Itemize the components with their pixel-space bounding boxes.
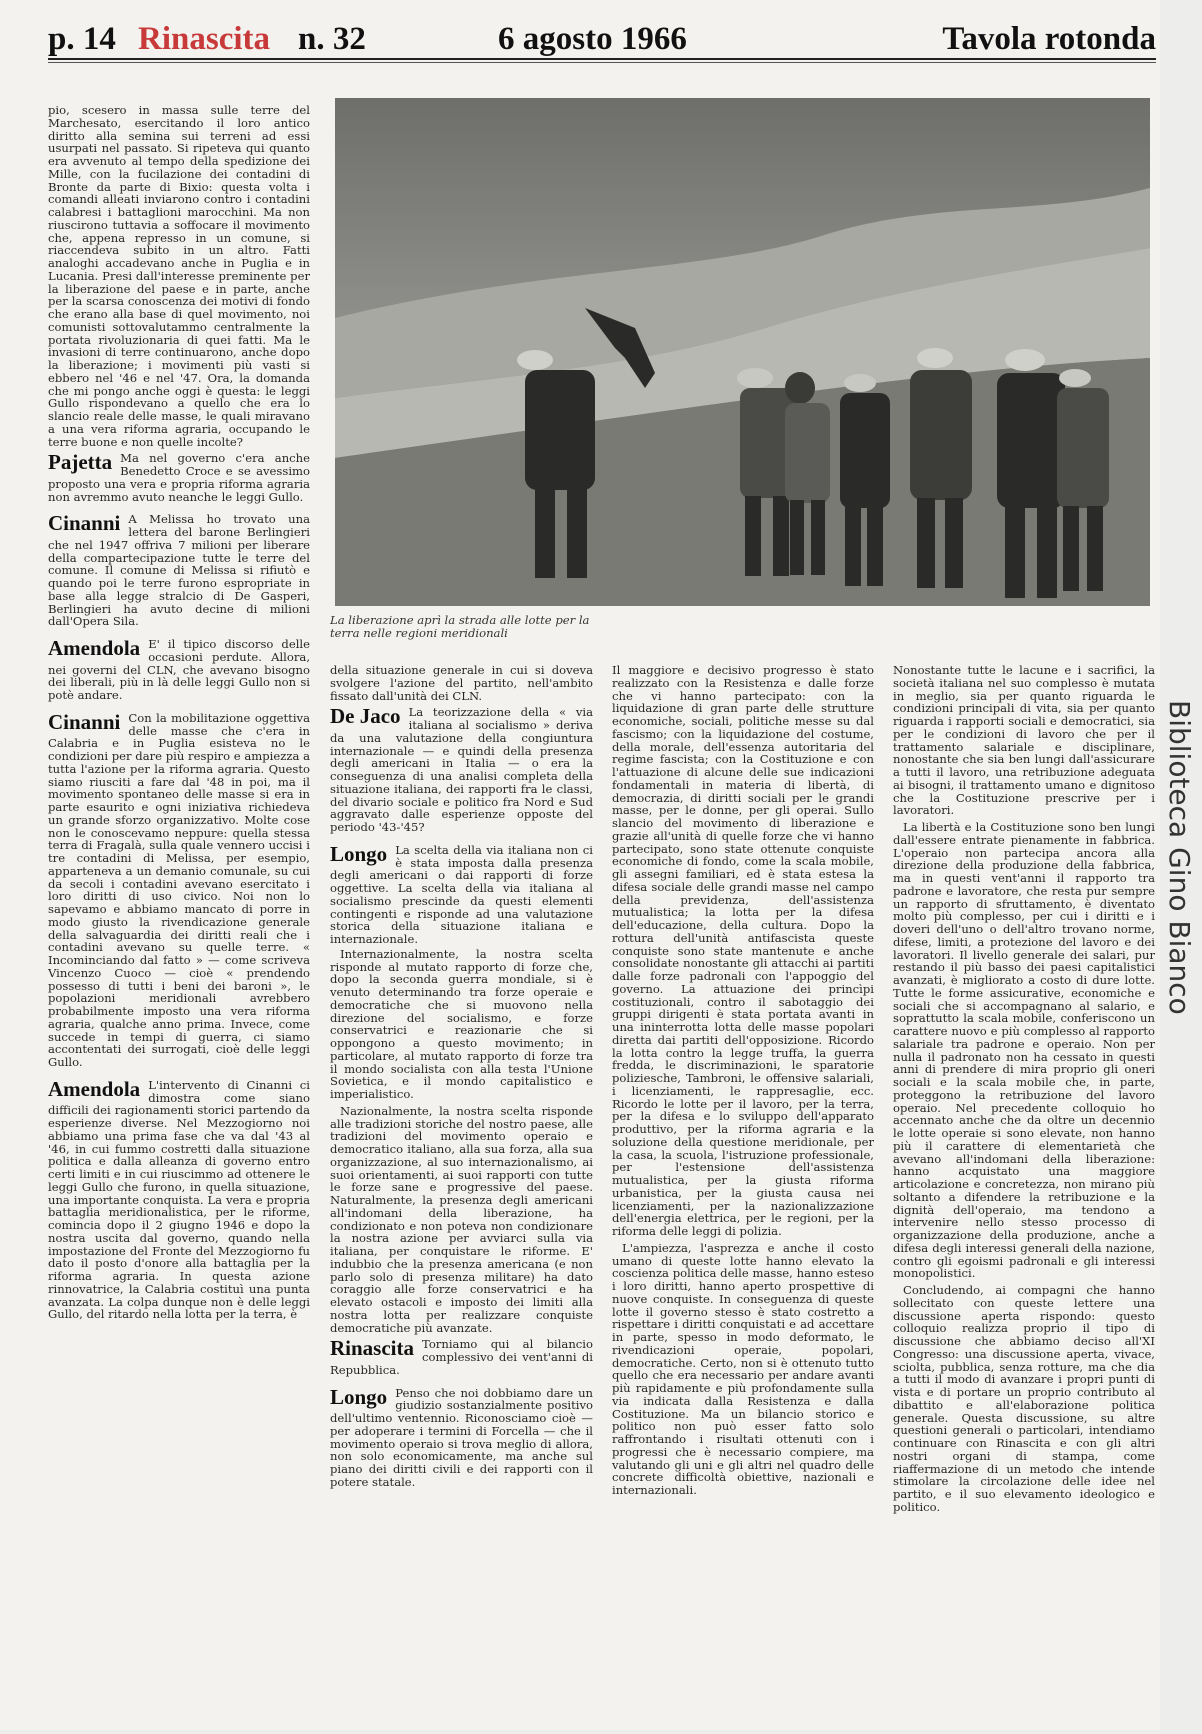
speaker-text: Torniamo qui al bilancio complessivo dei vent'anni di Repubblica.: [330, 1337, 593, 1377]
paragraph: Nonostante tutte le lacune e i sacrifici, la società italiana nel suo complesso è mutata in meglio, sia per quanto riguarda le condizioni principali di vita, sia per quanto riguarda i rapporti sociali e democratici, sia per le condizioni di lavoro che per il trattamento salariale e disciplinare, nonostante che sia ben lungi dall'assicurare a tutti il lavoro, una retribuzione adeguata ai bisogni, il trattamento umano e dignitoso che la Costituzione prescrive per i lavoratori.: [893, 664, 1155, 818]
speaker-text: La teorizzazione della « via italiana al socialismo » deriva da una valutazione della congiuntura internazionale — e quindi della presenza degli americani in Italia — o era la conseguenza di una analisi completa della situazione italiana, dei rapporti fra le classi, del divario sociale e politico fra Nord e Sud aggravato dalle esperienze opposte del periodo '43-'45?: [330, 705, 593, 834]
speaker-text: La scelta della via italiana non ci è stata imposta dalla presenza degli americani o dai rapporti di forze oggettive. La scelta della via italiana al socialismo prescinde da questi elementi contingenti e risponde ad una valutazione storica della situazione italiana e internazionale.: [330, 842, 593, 946]
issue-date: 6 agosto 1966: [498, 21, 687, 57]
magazine-title: Rinascita: [138, 21, 270, 57]
speaker-name: Pajetta: [48, 450, 113, 475]
paragraph: Nazionalmente, la nostra scelta risponde alle tradizioni storiche del nostro paese, alle tradizioni del movimento operaio e democratico italiano, alla sua forza, alla sua organizzazione, al suo internazionalismo, ai suoi orientamenti, ai suoi rapporti con tutte le forze sane e progressive del paese. Naturalmente, la presenza degli americani all'indomani della liberazione, ha condizionato e non poteva non condizionare la nostra azione per avviarci sulla via italiana, per conquistare le riforme. E' indubbio che la presenza americana (e non parlo solo di presenza militare) ha dato coraggio alle forze conservatrici e ha elevato ostacoli e imposto dei limiti alla nostra lotta per realizzare conquiste democratiche più avanzate.: [330, 1103, 593, 1335]
column-1: [48, 104, 310, 1734]
paragraph: La libertà e la Costituzione sono ben lungi dall'essere entrate pienamente in fabbrica. L'operaio non partecipa ancora alla direzione della produzione della fabbrica, ma in questi vent'anni il rapporto tra padrone e lavoratore, che resta pur sempre un rapporto di sfruttamento, è diventato molto più complesso, per cui i diritti e i doveri dell'uno o dell'altro trovano norme, difese, limiti, a protezione del lavoro e dei lavoratori. Il livello generale dei salari, pur restando il più basso dei paesi capitalistici avanzati, è migliorato a costo di dure lotte. Tutte le forme assicurative, economiche e sociali che si accompagnano al salario, e soprattutto la scala mobile, conferiscono un carattere nuovo e più complesso al rapporto salariale tra padrone e operaio. Non per nulla il padronato non ha cessato in questi anni di prendere di mira proprio gli oneri sociali e la scala mobile che, in parte, proteggono la retribuzione del lavoro operaio. Nel precedente colloquio ho accennato anche che da oltre un decennio le lotte operaie si sono elevate, non hanno più il carattere di elementarietà che avevano all'indomani della liberazione: hanno acquistato una maggiore articolazione e concretezza, non mirano più soltanto a difendere la retribuzione e la dignità dell'operaio, ma tendono a intervenire nello stesso processo di organizzazione della produzione, anche a difesa degli interessi generali della nazione, contro gli egoismi padronali e gli interessi monopolistici.: [893, 820, 1155, 1281]
speaker-block: [330, 1338, 593, 1376]
speaker-block: [48, 1076, 310, 1322]
speaker-name: Cinanni: [48, 511, 121, 536]
photo-peasants-field: [335, 98, 1150, 606]
paragraph: della situazione generale in cui si doveva svolgere l'azione del partito, nell'ambito fissato dall'unità dei CLN.: [330, 664, 593, 703]
page-header: [48, 20, 1156, 57]
speaker-name: Amendola: [48, 1076, 141, 1101]
speaker-text: Ma nel governo c'era anche Benedetto Croce e se avessimo proposto una vera e propria riforma agraria non avremmo avuto neanche le leggi Gullo.: [48, 451, 310, 504]
speaker-name: Amendola: [48, 636, 141, 660]
speaker-name: Rinascita: [330, 1336, 414, 1361]
photo-image: [335, 98, 1150, 606]
library-watermark: [1163, 700, 1202, 1020]
speaker-block: [48, 709, 310, 1069]
speaker-text: Con la mobilitazione oggettiva delle masse che c'era in Calabria e in Puglia esisteva no le condizioni per dare più respiro e ampiezza a tutta l'azione per la riforma agraria. Questo siamo riusciti a fare dal '48 in poi, ma il movimento spontaneo delle masse si era in parte esaurito e ogni iniziativa richiedeva un grande sforzo organizzativo. Molte cose non le conoscevamo neppure: quella stessa terra di Fragalà, sulla quale vennero uccisi i tre contadini di Melissa, per esempio, apparteneva a un demanio comunale, su cui da secoli i contadini avevano esercitato i loro diritti di uso civico. Noi non lo sapevamo e abbiamo mancato di porre in modo giusto la rivendicazione generale della salvaguardia dei diritti reali che i contadini avevano su quelle terre. « Incominciando dal fatto » — come scriveva Vincenzo Cuoco — cioè « prendendo possesso di tutti i beni dei baroni », le popolazioni meridionali avrebbero probabilmente imposto una vera riforma agraria, qualche anno prima. Invece, come succede in tempi di guerra, ci siamo accontentati dei surrogati, cioè delle leggi Gullo.: [48, 710, 310, 1069]
speaker-block: [330, 841, 593, 946]
paragraph: Il maggiore e decisivo progresso è stato realizzato con la Resistenza e dalle forze che vi hanno partecipato: con la liquidazione di gran parte delle strutture economiche, sociali, politiche messe su dal fascismo; con la liquidazione del costume, della morale, dell'essenza autoritaria del regime fascista; con la Costituzione e con l'attuazione di alcune delle sue indicazioni fondamentali in materia di libertà, di democrazia, di diritti sociali per le grandi masse, per le donne, per gli operai. Sullo slancio del movimento di liberazione e grazie all'unità di quelle forze che vi hanno partecipato, sono state ottenute conquiste economiche di fondo, come la scala mobile, gli assegni familiari, ed è stata estesa la difesa sociale delle grandi masse nel campo della previdenza, dell'assistenza mutualistica; la lotta per la difesa dell'educazione, della cultura. Dopo la rottura dell'unità antifascista queste conquiste sono state mantenute e anche consolidate nonostante gli attacchi ai partiti dalle forze padronali con l'appoggio del governo. La attuazione dei princìpi costituzionali, contro il sabotaggio dei gruppi dirigenti è stata portata avanti in una ininterrotta lotta delle masse popolari diretta dai partiti dell'opposizione. Ricordo la lotta contro la legge truffa, la guerra fredda, le discriminazioni, le sparatorie poliziesche, Tambroni, le offensive salariali, i licenziamenti, le rappresaglie, ecc. Ricordo le lotte per il lavoro, per la terra, per la difesa e lo sviluppo dell'apparato produttivo, per la riforma agraria e la soluzione della questione meridionale, per la casa, la scuola, l'istruzione professionale, per l'estensione dell'assistenza mutualistica, per la giusta riforma urbanistica, per la giusta causa nei licenziamenti, per la nazionalizzazione dell'energia elettrica, per le regioni, per la riforma delle leggi di polizia.: [612, 664, 874, 1238]
speaker-name: Cinanni: [48, 709, 121, 734]
header-rule: [48, 58, 1156, 60]
speaker-block: [48, 452, 310, 503]
column-3: [612, 664, 874, 1724]
speaker-name: De Jaco: [330, 704, 401, 729]
speaker-block: [48, 638, 310, 702]
speaker-block: [330, 1384, 593, 1489]
speaker-text: E' il tipico discorso delle occasioni perdute. Allora, nei governi del CLN, che avevano bisogno dei liberali, più in là delle leggi Gullo non si potè andare.: [48, 637, 310, 702]
column-4: [893, 664, 1155, 1724]
issue-number: n. 32: [298, 21, 366, 57]
speaker-name: Longo: [330, 841, 388, 866]
watermark-text: Biblioteca Gino Bianco: [1163, 700, 1196, 1015]
section-title: Tavola rotonda: [942, 21, 1156, 57]
column-2: [330, 664, 593, 1724]
paragraph: Concludendo, ai compagni che hanno sollecitato con queste lettere una discussione aperta rispondo: questo colloquio realizza proprio il tipo di discussione che abbiamo deciso all'XI Congresso: una discussione aperta, vivace, sciolta, pubblica, senza rotture, ma che dia a tutti il modo di avanzare i propri punti di vista e di portare un proprio contributo al dibattito e all'elaborazione politica generale. Questa discussione, su altre questioni generali o particolari, intendiamo continuare con Rinascita e con gli altri nostri organi di stampa, come riaffermazione di un metodo che intende stimolare la circolazione delle idee nel partito, e il suo elevamento ideologico e politico.: [893, 1283, 1155, 1514]
paragraph: Internazionalmente, la nostra scelta risponde al mutato rapporto di forze che, dopo la seconda guerra mondiale, si è venuto determinando tra forze operaie e democratiche che si muovono nella direzione del socialismo, e forze conservatrici e reazionarie che si oppongono a questo movimento; in particolare, al mutato rapporto di forze tra il mondo socialista con alla testa l'Unione Sovietica, e il mondo capitalistico e imperialistico.: [330, 946, 593, 1101]
speaker-block: [48, 513, 310, 628]
paragraph: L'ampiezza, l'asprezza e anche il costo umano di queste lotte hanno elevato la coscienza politica delle masse, hanno esteso i loro diritti, hanno aperto prospettive di nuove conquiste. In conseguenza di queste lotte il governo stesso è stato costretto a rispettare i diritti conquistati e ad accettare in parte, spesso in modo deformato, le rivendicazioni operaie, popolari, democratiche. Certo, non si è ottenuto tutto quello che era necessario per andare avanti più rapidamente e più profondamente sulla via indicata dalla Resistenza e dalla Costituzione. Ma un bilancio storico e politico non può esser fatto solo raffrontando i risultati ottenuti con i progressi che è necessario compiere, ma valutando gli uni e gli altri nel quadro delle concrete difficoltà obiettive, nazionali e internazionali.: [612, 1240, 874, 1497]
speaker-block: [330, 706, 593, 834]
page-number: p. 14: [48, 21, 116, 57]
paragraph: pio, scesero in massa sulle terre del Marchesato, esercitando il loro antico diritto alla semina sui terreni ad essi usurpati nel passato. Si ripeteva qui quanto era avvenuto al tempo della spedizione dei Mille, con la fucilazione dei contadini di Bronte da parte di Bixio: questa volta i comandi alleati inviarono contro i contadini calabresi i battaglioni marocchini. Ma non riuscirono tuttavia a soffocare il movimento che, appena represso in un comune, si riaccendeva subito in un altro. Fatti analoghi accadevano anche in Puglia e in Lucania. Presi dall'interesse preminente per la liberazione del paese e in parte, anche per la scarsa conoscenza dei motivi di fondo che erano alla base di quel movimento, noi comunisti sottovalutammo centralmente la portata rivoluzionaria di quei fatti. Ma le invasioni di terre continuarono, anche dopo la liberazione; i movimenti più vasti si ebbero nel '46 e nel '47. Ora, la domanda che mi pongo anche oggi è questa: le leggi Gullo rispondevano a quello che era lo slancio reale delle masse, le quali miravano a una vera riforma agraria, occupando le terre buone e non quelle incolte?: [48, 104, 310, 449]
header-rule-thin: [48, 62, 1156, 63]
photo-caption: La liberazione aprì la strada alle lotte per la terra nelle regioni meridionali: [330, 613, 590, 640]
speaker-text: A Melissa ho trovato una lettera del barone Berlingieri che nel 1947 offriva 7 milioni per liberare della compartecipazione tutte le terre del comune. Il comune di Melissa si rifiutò e quando poi le terre furono espropriate in base alla legge stralcio di De Gasperi, Berlingieri ha avuto decine di milioni dall'Opera Sila.: [48, 512, 310, 629]
speaker-text: L'intervento di Cinanni ci dimostra come siano difficili dei ragionamenti storici partendo da esperienze diverse. Nel Mezzogiorno noi abbiamo una prima fase che va dal '43 al '46, in cui fummo costretti dalla situazione politica e dalla alleanza di governo entro certi limiti e in cui riuscimmo ad ottenere le leggi Gullo che furono, in quella situazione, una importante conquista. La vera e propria battaglia meridionalistica, per le riforme, comincia dopo il 2 giugno 1946 e dopo la nostra uscita dal governo, quando nella impostazione del Fronte del Mezzogiorno fu dato il posto d'onore alla battaglia per la riforma agraria. In questa azione rinnovatrice, la Calabria costituì una punta avanzata. La colpa dunque non è delle leggi Gullo, del ritardo nella lotta per la terra, è: [48, 1077, 310, 1322]
speaker-name: Longo: [330, 1384, 388, 1409]
speaker-text: Penso che noi dobbiamo dare un giudizio sostanzialmente positivo dell'ultimo ventennio. Riconosciamo cioè — per adoperare i termini di Forcella — che il movimento operaio si trova meglio di allora, non solo economicamente, ma anche sul piano dei diritti civili e dei rapporti con il potere statale.: [330, 1385, 593, 1489]
